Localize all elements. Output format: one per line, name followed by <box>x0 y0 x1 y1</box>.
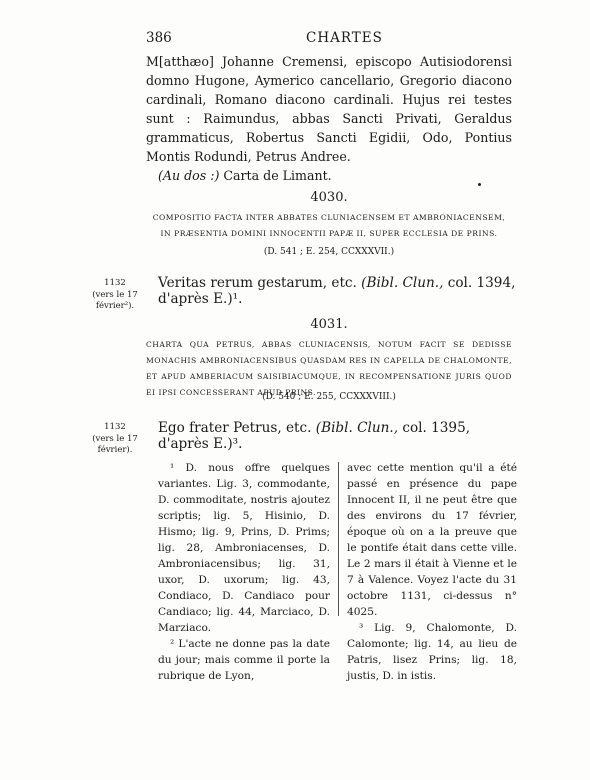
ink-dot <box>478 183 481 186</box>
manuscript-references: (D. 540 ; E. 255, CCXXXVIII.) <box>262 392 396 402</box>
margin-date: 1132 <box>104 278 126 288</box>
footnote-continuation: avec cette mention qu'il a été passé en présence du pape Innocent II, il ne peut être que des environs du 17 février, époque où on a la preuve que le pontife était dans cette ville. Le 2 mars il était à Vienne et le 7 à Valence. Voyez l'acte du 31 octobre 1131, ci-dessus n° 4025. <box>347 462 517 618</box>
footnote: ² L'acte ne donne pas la date du jour; mais comme il porte la rubrique de Lyon, <box>158 638 330 682</box>
endorsement-line <box>146 166 512 185</box>
incipit-source: (Bibl. Clun., <box>315 420 399 436</box>
margin-date-block <box>80 278 150 313</box>
incipit-text: Ego frater Petrus, etc. <box>158 420 316 436</box>
endorsement-text: Carta de Limant. <box>219 168 332 183</box>
charter-incipit <box>158 420 518 452</box>
continuation-text: M[atthæo] Johanne Cremensi, episcopo Autisiodorensi domno Hugone, Aymerico cancellario, Gregorio diacono cardinali, Romano diacono cardinali. Hujus rei testes sunt : Raimundus, abbas Sancti Privati, Geraldus grammaticus, Robertus Sancti Egidii, Odo, Pontius Montis Rodundi, Petrus Andree. <box>146 54 512 164</box>
manuscript-references: (D. 541 ; E. 254, CCXXXVII.) <box>263 247 395 257</box>
margin-date: 1132 <box>104 422 126 432</box>
footnote: ³ Lig. 9, Chalomonte, D. Calomonte; lig. 14, au lieu de Patris, lisez Prins; lig. 18, justis, D. in istis. <box>347 622 517 682</box>
incipit-tail: col. 1394, d'après E.)¹. <box>158 275 516 307</box>
charter-incipit <box>158 275 518 307</box>
footnotes-right-column <box>347 460 517 684</box>
column-divider <box>338 462 339 616</box>
margin-note: (vers le 17 février²). <box>92 289 138 311</box>
running-title: CHARTES <box>306 30 383 46</box>
charter-rubric: COMPOSITIO FACTA INTER ABBATES CLUNIACENSEM ET AMBRONIACENSEM, IN PRÆSENTIA DOMINI INNOCENTII PAPÆ II, SUPER ECCLESIA DE PRINS. <box>152 213 506 238</box>
incipit-text: Veritas rerum gestarum, etc. <box>158 275 362 291</box>
footnotes-left-column <box>158 460 330 684</box>
endorsement-label: (Au dos :) <box>158 168 220 183</box>
incipit-source: (Bibl. Clun., <box>361 275 444 291</box>
charter-number: 4031. <box>310 317 348 332</box>
charter-rubric: CHARTA QUA PETRUS, ABBAS CLUNIACENSIS, NOTUM FACIT SE DEDISSE MONACHIS AMBRONIACENSIBUS QUASDAM RES IN CAPELLA DE CHALOMONTE, ET APUD AMBERIACUM SAISIBIACUMQUE, IN RECOMPENSATIONE JURIS QUOD EI IPSI CONCESSERANT APUD PRINS. <box>146 340 512 397</box>
incipit-tail: col. 1395, d'après E.)³. <box>158 420 471 452</box>
charter-number: 4030. <box>310 190 348 205</box>
charter-continuation <box>146 52 512 185</box>
page-number: 386 <box>146 30 172 46</box>
margin-note: (vers le 17 février). <box>92 433 138 455</box>
footnote: ¹ D. nous offre quelques variantes. Lig. 3, commodante, D. commoditate, nostris ajoutez scriptis; lig. 5, Hisinio, D. Hismo; lig. 9, Prins, D. Prims; lig. 28, Ambroniacenses, D. Ambroniacensibus; lig. 31, uxor, D. uxorum; lig. 43, Condiaco, D. Candiaco pour Candiaco; lig. 44, Marciaco, D. Marziaco. <box>158 462 330 634</box>
margin-date-block <box>80 422 150 457</box>
